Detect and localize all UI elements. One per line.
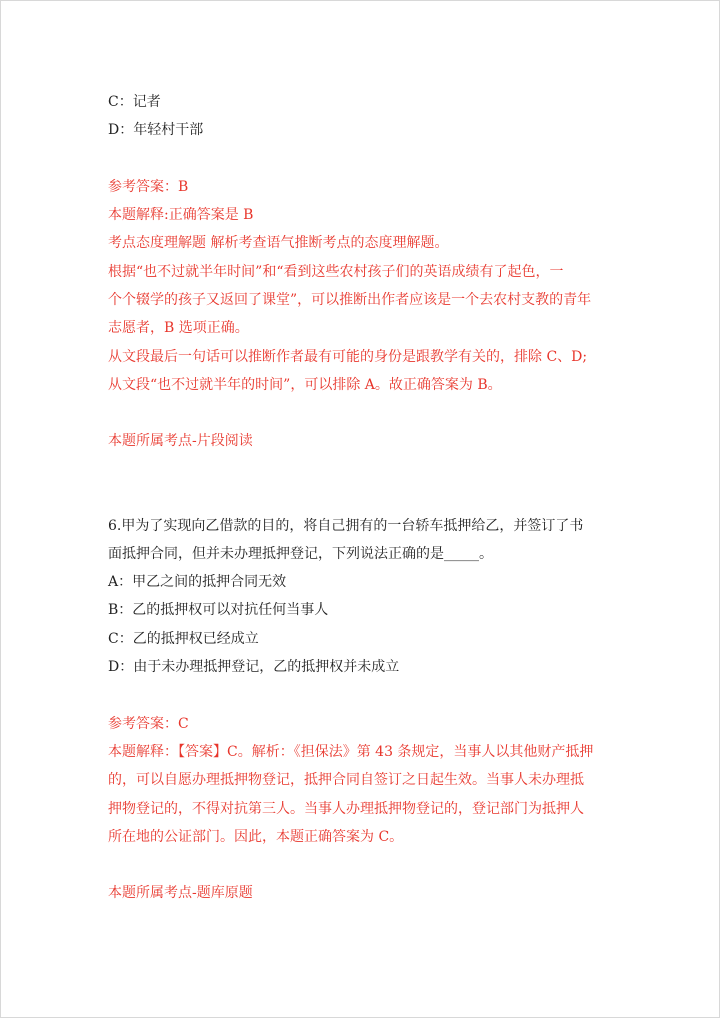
option-c: C：乙的抵押权已经成立 [108,631,259,647]
explanation-line: 押物登记的，不得对抗第三人。当事人办理抵押物登记的，登记部门为抵押人 [108,801,584,817]
question-stem-line: 面抵押合同，但并未办理抵押登记，下列说法正确的是_____。 [108,546,493,562]
prev-explanation-head: 本题解释:正确答案是 B [108,207,254,223]
prev-option-d: D：年轻村干部 [108,122,204,138]
prev-explanation-line: 根据“也不过就半年时间”和“看到这些农村孩子们的英语成绩有了起色，一 [108,264,564,280]
explanation-line: 本题解释：【答案】C。解析：《担保法》第 43 条规定，当事人以其他财产抵押 [108,744,594,760]
prev-option-c: C：记者 [108,94,161,110]
reference-answer: 参考答案：C [108,716,189,732]
prev-topic: 本题所属考点-片段阅读 [108,433,253,449]
option-b: B：乙的抵押权可以对抗任何当事人 [108,602,329,618]
prev-explanation-line: 从文段最后一句话可以推断作者最有可能的身份是跟教学有关的，排除 C、D; [108,349,588,365]
prev-explanation-line: 考点态度理解题 解析考查语气推断考点的态度理解题。 [108,235,449,251]
prev-reference-answer: 参考答案：B [108,179,189,195]
prev-explanation-line: 个个辍学的孩子又返回了课堂”，可以推断出作者应该是一个去农村支教的青年 [108,292,592,308]
prev-explanation-line: 从文段“也不过就半年的时间”，可以排除 A。故正确答案为 B。 [108,377,502,393]
option-d: D：由于未办理抵押登记，乙的抵押权并未成立 [108,659,400,675]
prev-explanation-line: 志愿者，B 选项正确。 [108,320,249,336]
explanation-line: 所在地的公证部门。因此，本题正确答案为 C。 [108,829,404,845]
option-a: A：甲乙之间的抵押合同无效 [108,574,287,590]
explanation-line: 的，可以自愿办理抵押物登记，抵押合同自签订之日起生效。当事人未办理抵 [108,772,584,788]
question-stem-line: 6.甲为了实现向乙借款的目的，将自己拥有的一台轿车抵押给乙，并签订了书 [108,518,584,534]
topic: 本题所属考点-题库原题 [108,885,253,901]
